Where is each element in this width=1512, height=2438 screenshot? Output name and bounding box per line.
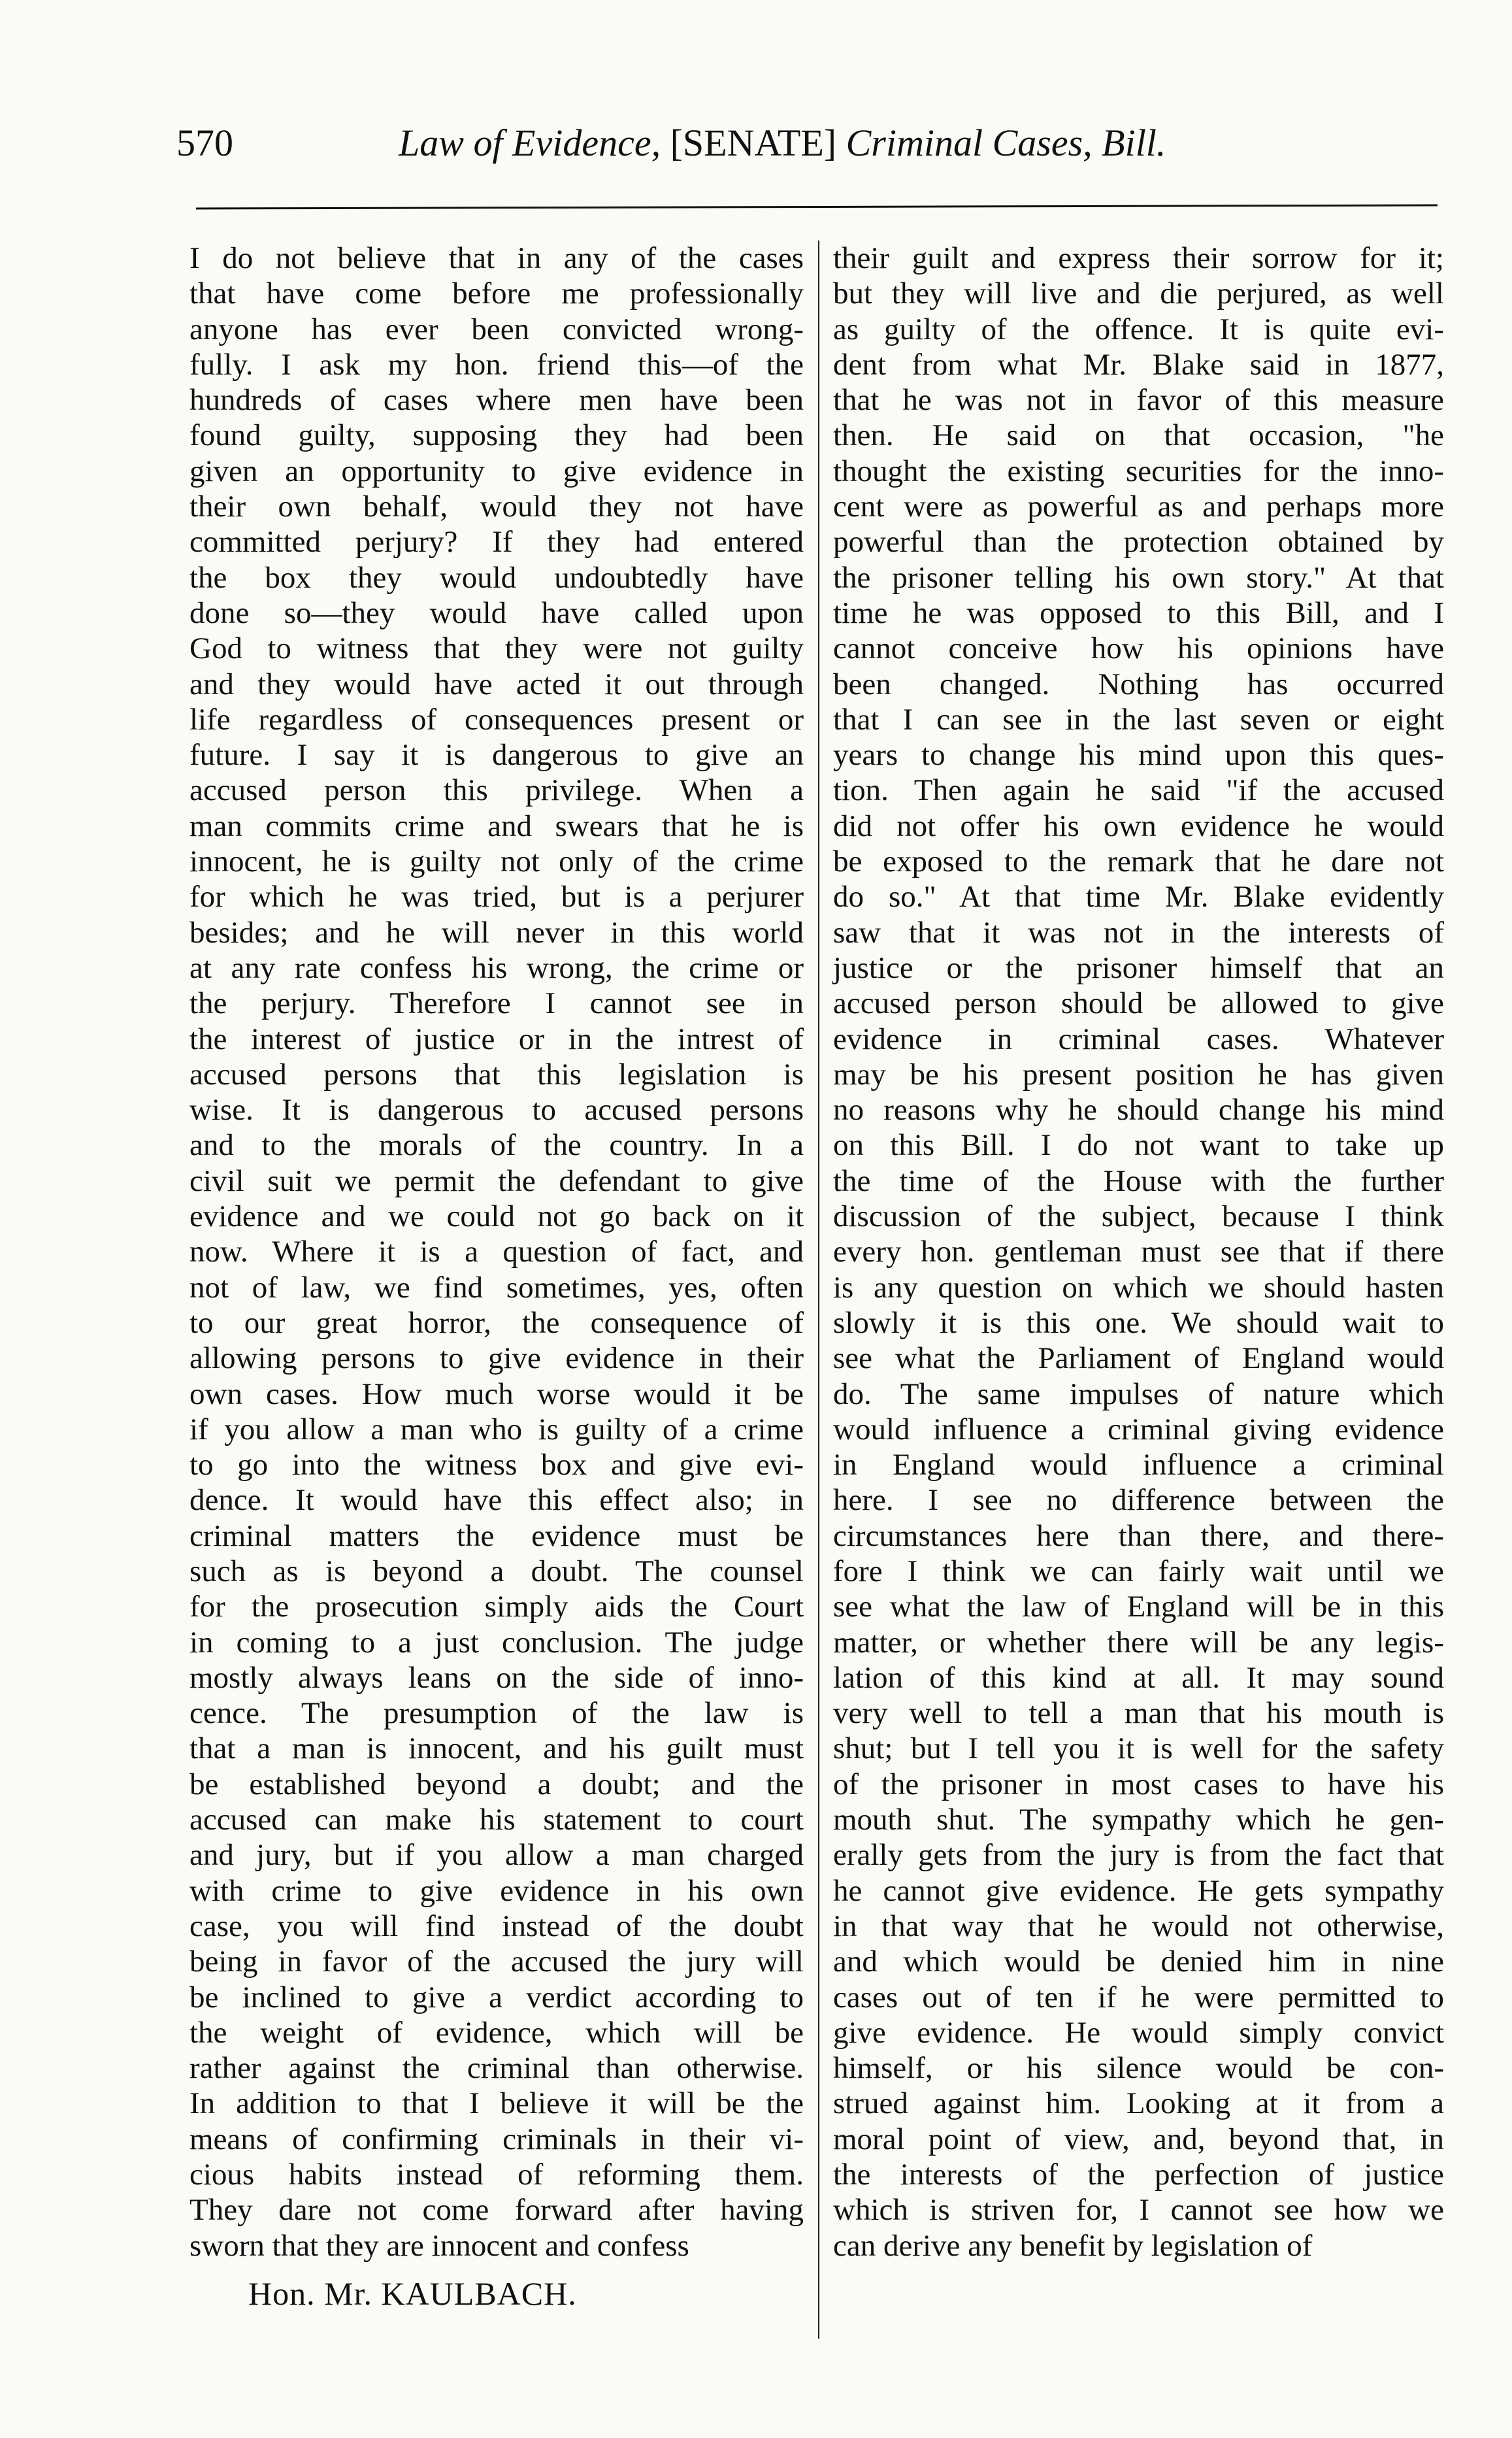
text-line: and which would be denied him in nine: [833, 1945, 1444, 1979]
text-line: the time of the House with the further: [833, 1163, 1444, 1198]
text-line: can derive any benefit by legislation of: [833, 2228, 1313, 2263]
text-line: not of law, we find sometimes, yes, often: [189, 1270, 804, 1305]
text-line: do. The same impulses of nature which: [833, 1377, 1444, 1411]
text-line: with crime to give evidence in his own: [189, 1873, 804, 1908]
text-line: here. I see no difference between the: [833, 1483, 1444, 1518]
text-line: besides; and he will never in this world: [189, 915, 804, 950]
text-line: the weight of evidence, which will be: [189, 2015, 804, 2050]
text-line: years to change his mind upon this ques-: [833, 738, 1444, 773]
text-line: cannot conceive how his opinions have: [833, 631, 1444, 666]
text-line: committed perjury? If they had entered: [189, 525, 804, 559]
running-title: [399, 121, 1166, 165]
text-line: did not offer his own evidence he would: [833, 809, 1444, 843]
text-line: accused persons that this legislation is: [189, 1057, 804, 1092]
text-line: and they would have acted it out through: [189, 667, 804, 701]
text-line: fore I think we can fairly wait until we: [833, 1554, 1444, 1588]
text-line: that have come before me professionally: [189, 276, 804, 311]
text-line: then. He said on that occasion, "he: [833, 418, 1444, 453]
text-line: see what the law of England will be in this: [833, 1590, 1444, 1624]
text-line: God to witness that they were not guilty: [189, 631, 804, 666]
text-line: the box they would undoubtedly have: [189, 560, 804, 595]
text-line: cious habits instead of reforming them.: [189, 2158, 804, 2192]
text-line: be inclined to give a verdict according to: [189, 1980, 804, 2014]
text-line: every hon. gentleman must see that if there: [833, 1235, 1444, 1269]
text-line: now. Where it is a question of fact, and: [189, 1235, 804, 1269]
text-line: slowly it is this one. We should wait to: [833, 1305, 1444, 1340]
text-line: life regardless of consequences present or: [189, 702, 804, 737]
text-line: being in favor of the accused the jury will: [189, 1945, 804, 1979]
text-line: he cannot give evidence. He gets sympathy: [833, 1873, 1444, 1908]
text-line: cases out of ten if he were permitted to: [833, 1980, 1444, 2014]
header-rule: [196, 205, 1438, 210]
text-line: discussion of the subject, because I think: [833, 1199, 1444, 1234]
text-line: strued against him. Looking at it from a: [833, 2086, 1444, 2121]
running-header: [176, 121, 1457, 180]
text-line: that a man is innocent, and his guilt must: [189, 1731, 804, 1766]
text-line: evidence and we could not go back on it: [189, 1199, 804, 1234]
text-line: criminal matters the evidence must be: [189, 1518, 804, 1553]
text-line: erally gets from the jury is from the fact that: [833, 1838, 1444, 1873]
text-line: and to the morals of the country. In a: [189, 1128, 804, 1163]
text-line: that I can see in the last seven or eight: [833, 702, 1444, 737]
text-line: very well to tell a man that his mouth is: [833, 1696, 1444, 1731]
text-line: They dare not come forward after having: [189, 2193, 804, 2228]
text-line: allowing persons to give evidence in their: [189, 1341, 804, 1376]
text-line: hundreds of cases where men have been: [189, 383, 804, 418]
right-column: [833, 241, 1444, 2263]
text-line: in England would influence a criminal: [833, 1448, 1444, 1482]
text-line: circumstances here than there, and there-: [833, 1518, 1444, 1553]
text-line: their guilt and express their sorrow for it;: [833, 241, 1444, 275]
text-line: accused can make his statement to court: [189, 1803, 804, 1837]
text-line: but they will live and die perjured, as well: [833, 276, 1444, 311]
text-line: civil suit we permit the defendant to give: [189, 1163, 804, 1198]
text-line: evidence in criminal cases. Whatever: [833, 1022, 1444, 1056]
text-line: no reasons why he should change his mind: [833, 1093, 1444, 1127]
text-line: means of confirming criminals in their vi-: [189, 2122, 804, 2156]
text-line: himself, or his silence would be con-: [833, 2051, 1444, 2086]
text-line: to go into the witness box and give evi-: [189, 1448, 804, 1482]
text-line: accused person should be allowed to give: [833, 986, 1444, 1021]
text-line: would influence a criminal giving evidence: [833, 1412, 1444, 1446]
left-column: [189, 241, 804, 2263]
text-line: in that way that he would not otherwise,: [833, 1909, 1444, 1943]
text-line: dent from what Mr. Blake said in 1877,: [833, 347, 1444, 382]
title-criminal-cases-bill: Criminal Cases, Bill.: [846, 122, 1166, 164]
text-line: tion. Then again he said "if the accused: [833, 773, 1444, 808]
text-line: which is striven for, I cannot see how we: [833, 2193, 1444, 2228]
page-number: 570: [176, 122, 233, 164]
text-line: their own behalf, would they not have: [189, 490, 804, 524]
title-senate: [SENATE]: [670, 122, 837, 164]
text-line: be established beyond a doubt; and the: [189, 1767, 804, 1801]
text-line: given an opportunity to give evidence in: [189, 454, 804, 488]
text-line: mostly always leans on the side of inno-: [189, 1660, 804, 1695]
text-line: for the prosecution simply aids the Court: [189, 1590, 804, 1624]
text-line: of the prisoner in most cases to have his: [833, 1767, 1444, 1801]
text-line: anyone has ever been convicted wrong-: [189, 312, 804, 346]
text-line: rather against the criminal than otherwise.: [189, 2051, 804, 2086]
text-line: done so—they would have called upon: [189, 595, 804, 630]
column-divider: [818, 241, 819, 2339]
text-line: and jury, but if you allow a man charged: [189, 1838, 804, 1873]
text-line: wise. It is dangerous to accused persons: [189, 1093, 804, 1127]
text-line: case, you will find instead of the doubt: [189, 1909, 804, 1943]
text-line: found guilty, supposing they had been: [189, 418, 804, 453]
text-line: if you allow a man who is guilty of a crime: [189, 1412, 804, 1446]
text-line: matter, or whether there will be any legis-: [833, 1625, 1444, 1660]
text-line: do so." At that time Mr. Blake evidently: [833, 880, 1444, 914]
text-line: fully. I ask my hon. friend this—of the: [189, 347, 804, 382]
text-line: moral point of view, and, beyond that, in: [833, 2122, 1444, 2156]
text-line: own cases. How much worse would it be: [189, 1377, 804, 1411]
text-line: been changed. Nothing has occurred: [833, 667, 1444, 701]
text-line: In addition to that I believe it will be the: [189, 2086, 804, 2121]
text-line: in coming to a just conclusion. The judge: [189, 1625, 804, 1660]
text-line: lation of this kind at all. It may sound: [833, 1660, 1444, 1695]
text-line: thought the existing securities for the inno-: [833, 454, 1444, 488]
text-line: as guilty of the offence. It is quite evi-: [833, 312, 1444, 346]
text-line: such as is beyond a doubt. The counsel: [189, 1554, 804, 1588]
text-line: on this Bill. I do not want to take up: [833, 1128, 1444, 1163]
text-line: that he was not in favor of this measure: [833, 383, 1444, 418]
text-line: time he was opposed to this Bill, and I: [833, 595, 1444, 630]
text-line: man commits crime and swears that he is: [189, 809, 804, 843]
text-line: saw that it was not in the interests of: [833, 915, 1444, 950]
text-line: future. I say it is dangerous to give an: [189, 738, 804, 773]
text-line: for which he was tried, but is a perjurer: [189, 880, 804, 914]
text-line: innocent, he is guilty not only of the crime: [189, 844, 804, 879]
text-line: accused person this privilege. When a: [189, 773, 804, 808]
text-line: I do not believe that in any of the cases: [189, 241, 804, 275]
text-line: is any question on which we should hasten: [833, 1270, 1444, 1305]
text-line: at any rate confess his wrong, the crime or: [189, 950, 804, 985]
text-line: give evidence. He would simply convict: [833, 2015, 1444, 2050]
text-line: the prisoner telling his own story." At that: [833, 560, 1444, 595]
text-line: the perjury. Therefore I cannot see in: [189, 986, 804, 1021]
text-line: mouth shut. The sympathy which he gen-: [833, 1803, 1444, 1837]
text-line: see what the Parliament of England would: [833, 1341, 1444, 1376]
text-line: to our great horror, the consequence of: [189, 1305, 804, 1340]
text-line: justice or the prisoner himself that an: [833, 950, 1444, 985]
text-line: shut; but I tell you it is well for the safety: [833, 1731, 1444, 1766]
speaker-footer: Hon. Mr. KAULBACH.: [248, 2275, 577, 2312]
text-line: the interests of the perfection of justice: [833, 2158, 1444, 2192]
title-law-of-evidence: Law of Evidence,: [399, 122, 661, 164]
text-line: cent were as powerful as and perhaps more: [833, 490, 1444, 524]
text-line: the interest of justice or in the intrest of: [189, 1022, 804, 1056]
text-line: may be his present position he has given: [833, 1057, 1444, 1092]
text-line: dence. It would have this effect also; in: [189, 1483, 804, 1518]
text-line: powerful than the protection obtained by: [833, 525, 1444, 559]
text-line: sworn that they are innocent and confess: [189, 2228, 689, 2263]
text-line: be exposed to the remark that he dare not: [833, 844, 1444, 879]
text-line: cence. The presumption of the law is: [189, 1696, 804, 1731]
